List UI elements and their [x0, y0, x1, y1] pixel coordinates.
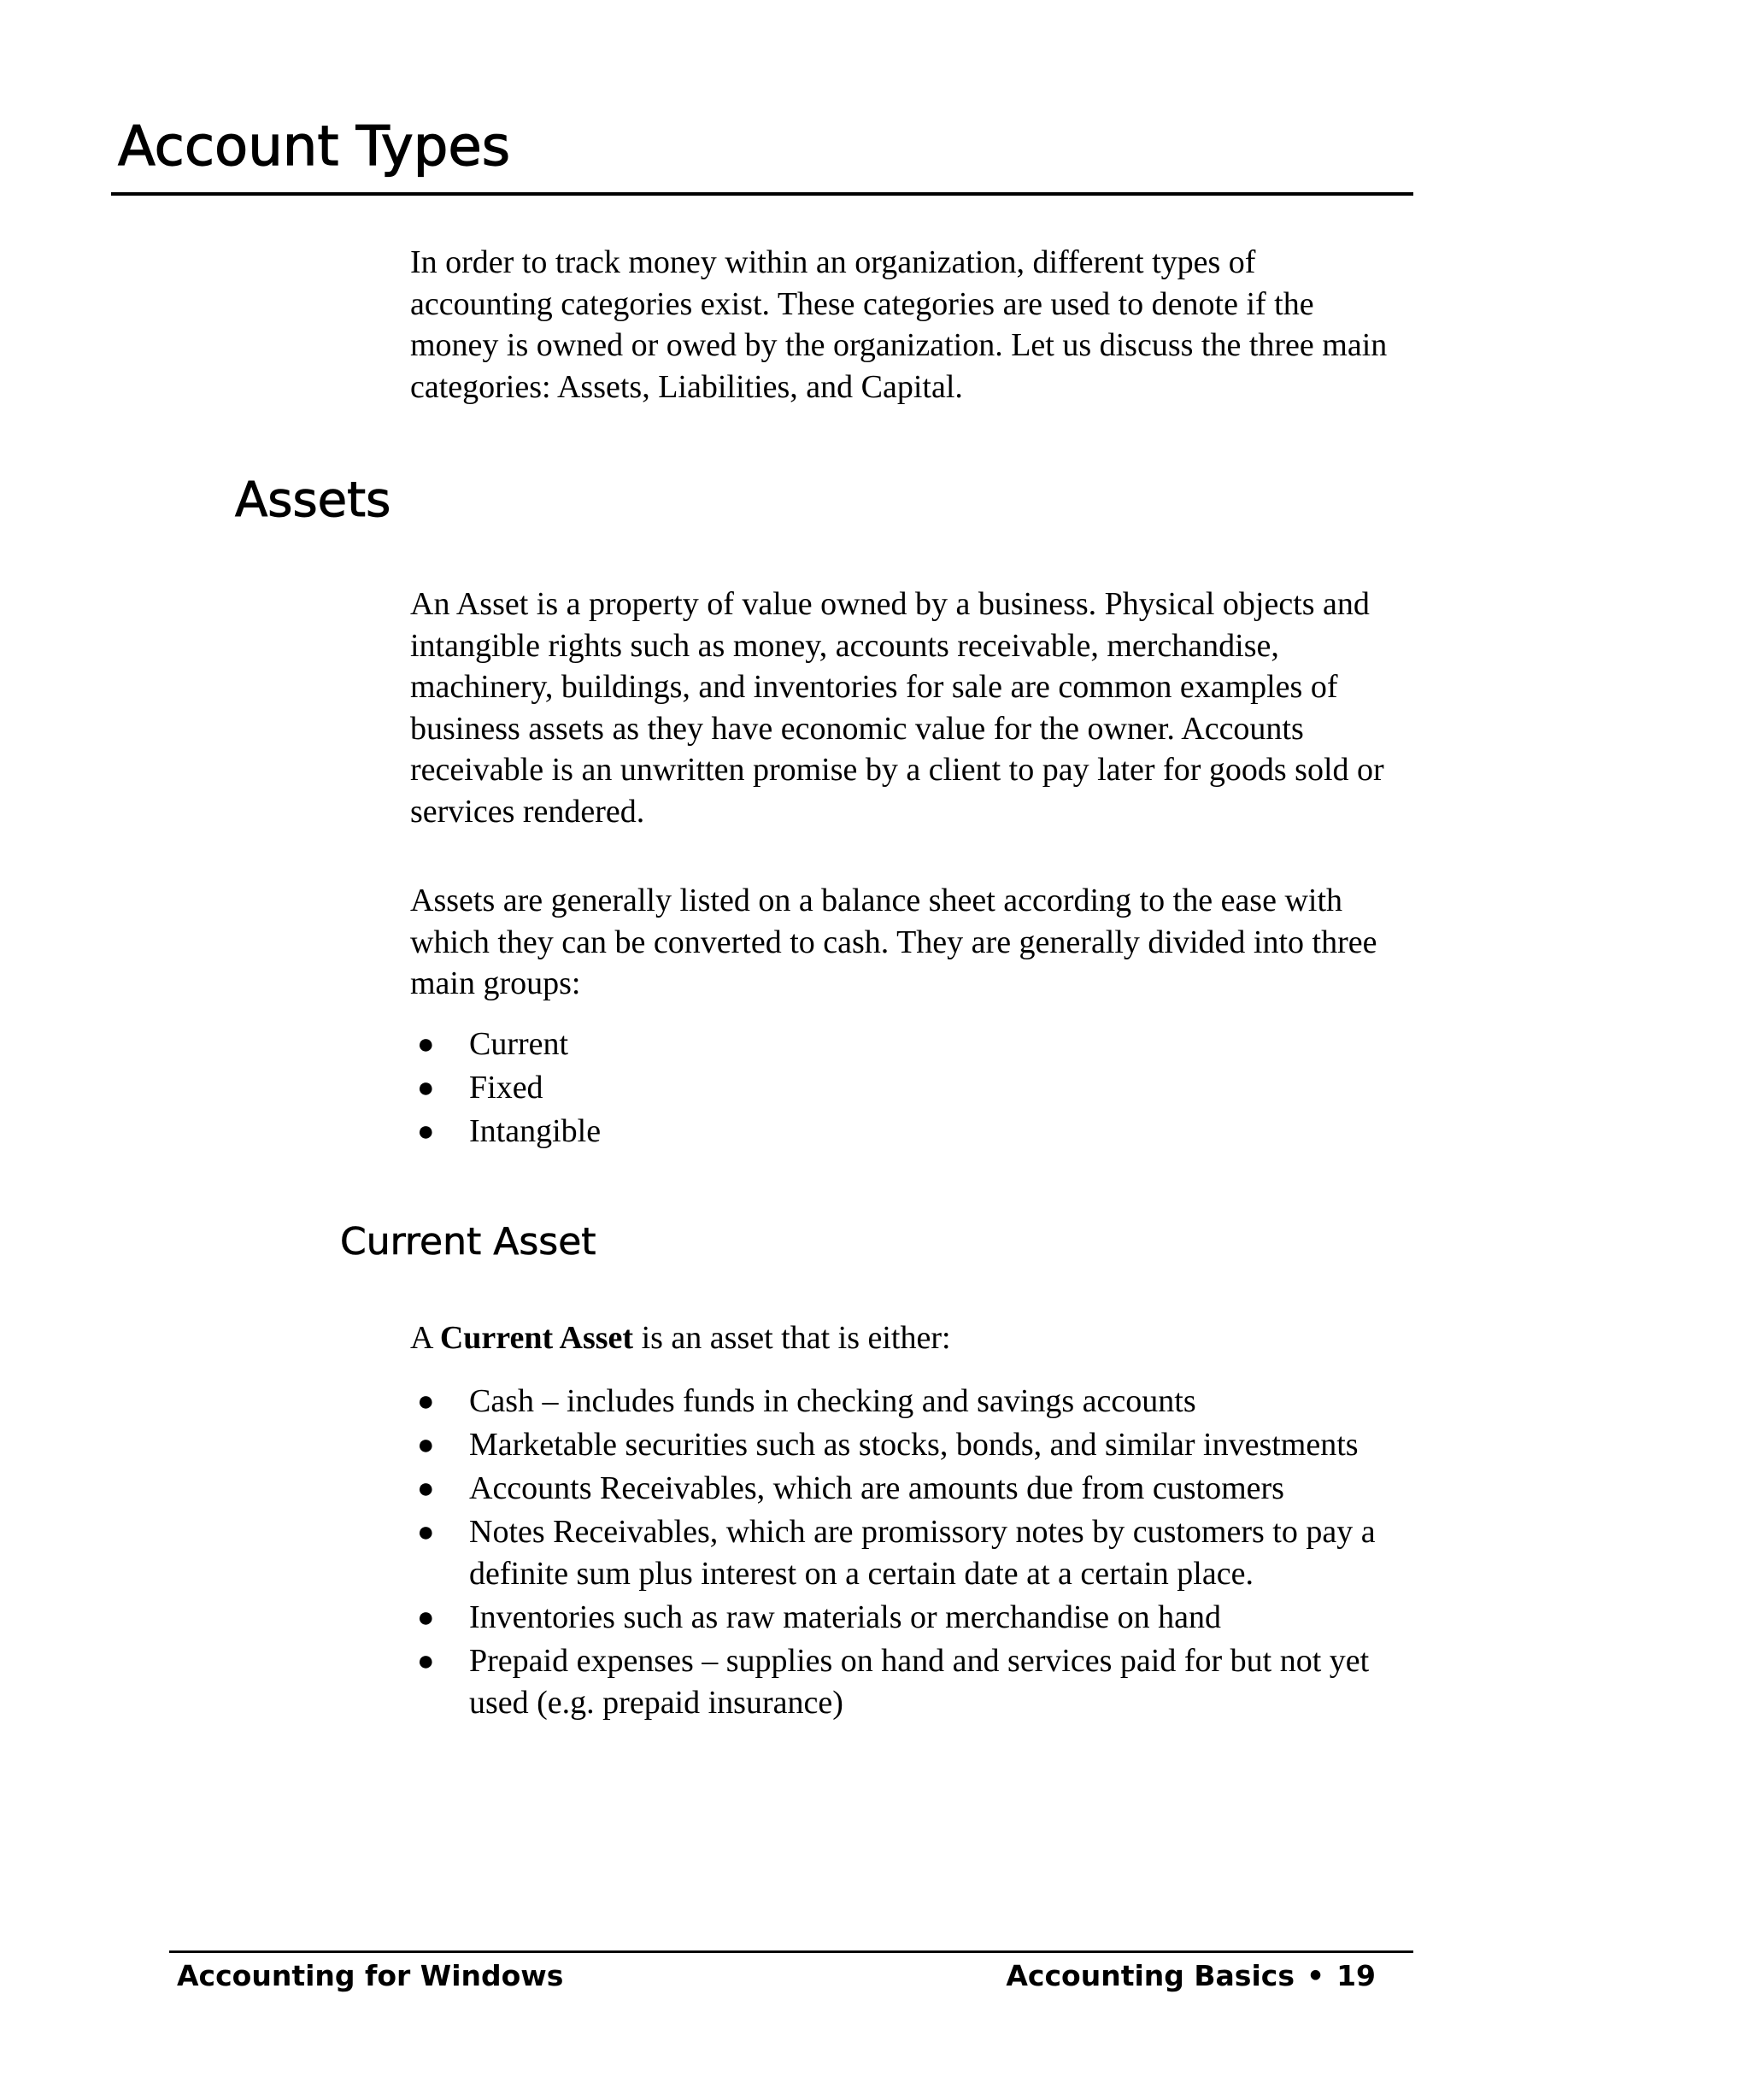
list-item-text: Cash – includes funds in checking and savings accounts [469, 1383, 1196, 1419]
current-asset-intro [410, 1317, 1401, 1359]
list-item [410, 1424, 1376, 1466]
bullet-icon: ● [417, 1386, 435, 1417]
assets-paragraph-1: An Asset is a property of value owned by a business. Physical objects and intangible rights such as money, accounts receivable, merchandise, machinery, buildings, and inventories for sale are common examples of business assets as they have economic value for the owner. Accounts receivable is an unwritten promise by a client to pay later for goods sold or services rendered. [410, 586, 1384, 830]
footer-section [1006, 1959, 1376, 1993]
list-item [410, 1067, 1401, 1109]
bullet-icon: ● [417, 1429, 435, 1461]
bullet-icon: ● [417, 1029, 435, 1060]
current-asset-heading: Current Asset [340, 1220, 596, 1264]
assets-paragraph-2: Assets are generally listed on a balance sheet according to the ease with which they can be converted to cash. They are generally divided into three main groups: [410, 883, 1377, 1001]
list-item-text: Prepaid expenses – supplies on hand and services paid for but not yet used (e.g. prepaid insurance) [469, 1643, 1370, 1721]
heading-rule [111, 192, 1413, 196]
list-item-text: Inventories such as raw materials or merchandise on hand [469, 1599, 1222, 1635]
intro-paragraph: In order to track money within an organization, different types of accounting categories exist. These categories are used to denote if the money is owned or owed by the organization. Let us discuss the three main categories: Assets, Liabilities, and Capital. [410, 244, 1388, 405]
current-asset-intro-suffix: is an asset that is either: [633, 1320, 951, 1356]
bullet-icon: ● [417, 1645, 435, 1677]
list-item [410, 1640, 1376, 1724]
footer-rule [169, 1950, 1413, 1953]
list-item [410, 1511, 1376, 1595]
bullet-icon: ● [417, 1473, 435, 1505]
footer-book-title: Accounting for Windows [177, 1959, 564, 1992]
page-number: 19 [1336, 1959, 1376, 1992]
footer-section-name: Accounting Basics [1006, 1959, 1295, 1992]
assets-heading: Assets [235, 472, 391, 528]
current-asset-list [410, 1381, 1376, 1726]
list-item [410, 1111, 1401, 1153]
list-item [410, 1024, 1401, 1065]
list-item-text: Marketable securities such as stocks, bonds, and similar investments [469, 1427, 1359, 1463]
current-asset-intro-prefix: A [410, 1320, 440, 1356]
bullet-icon: ● [417, 1072, 435, 1104]
bullet-icon: ● [417, 1602, 435, 1634]
list-item-text: Notes Receivables, which are promissory notes by customers to pay a definite sum plus interest on a certain date at a certain place. [469, 1514, 1376, 1592]
current-asset-intro-bold: Current Asset [439, 1320, 634, 1356]
list-item-text: Fixed [469, 1070, 543, 1106]
footer-separator: • [1306, 1959, 1325, 1992]
bullet-icon: ● [417, 1516, 435, 1548]
list-item-text: Accounts Receivables, which are amounts due from customers [469, 1470, 1284, 1506]
list-item-text: Current [469, 1026, 569, 1062]
bullet-icon: ● [417, 1116, 435, 1147]
list-item [410, 1381, 1376, 1422]
list-item-text: Intangible [469, 1113, 602, 1149]
asset-groups-list [410, 1024, 1401, 1154]
page-heading: Account Types [118, 115, 511, 179]
list-item [410, 1597, 1376, 1639]
list-item [410, 1468, 1376, 1510]
